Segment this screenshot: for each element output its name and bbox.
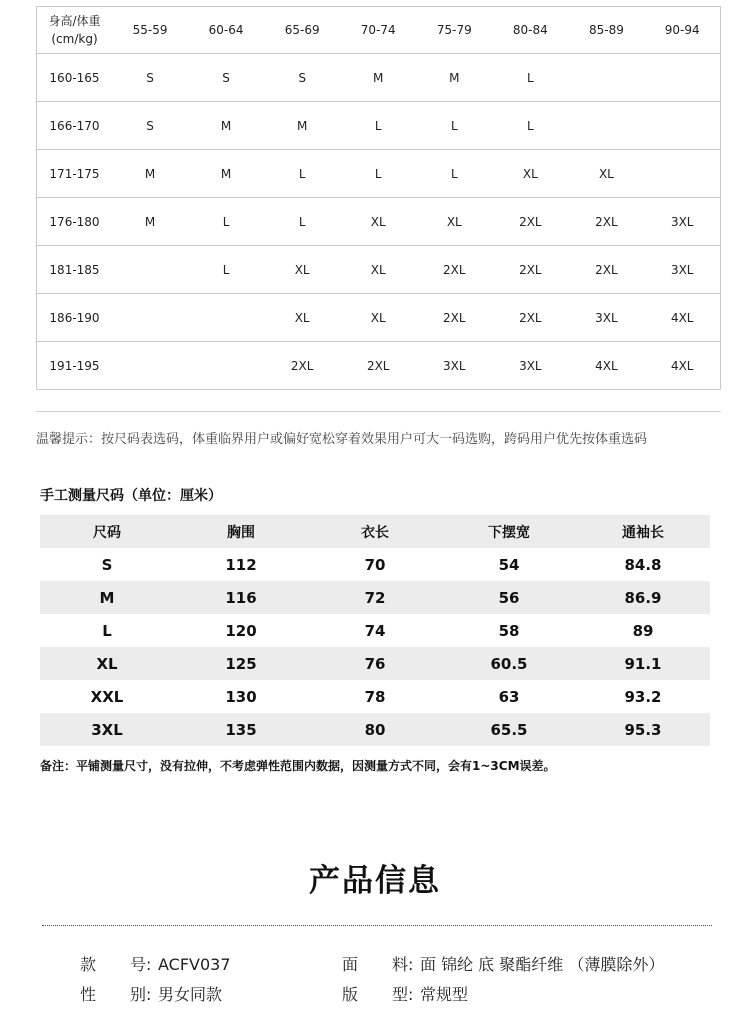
measurement-row: [40, 713, 710, 746]
measurement-cell: 65.5: [442, 713, 576, 746]
measurement-header-cell: 通袖长: [576, 515, 710, 548]
measurement-cell: 112: [225, 555, 257, 574]
section-divider: [36, 411, 721, 412]
size-cell: 3XL: [492, 342, 568, 390]
measurement-cell: 78: [364, 687, 386, 706]
measurement-header-cell: 下摆宽: [442, 515, 576, 548]
size-cell: S: [188, 54, 264, 102]
product-info-title: 产品信息: [309, 863, 441, 899]
measurement-row: [40, 581, 710, 614]
fabric-label-a: 面: [342, 955, 359, 974]
size-cell: M: [264, 102, 340, 150]
size-cell: M: [416, 54, 492, 102]
measurement-cell: 89: [632, 621, 654, 640]
measurement-cell: 116: [174, 581, 308, 614]
size-cell: L: [340, 150, 416, 198]
size-cell: M: [112, 150, 188, 198]
size-cell: L: [188, 246, 264, 294]
measurement-table: [40, 515, 710, 746]
measurement-note: 备注：平铺测量尺寸，没有拉伸，不考虑弹性范围内数据，因测量方式不同，会有1~3CM误差。: [40, 759, 556, 773]
height-range-cell: 181-185: [37, 246, 113, 294]
gender-label-b: 别:: [130, 985, 152, 1004]
measurement-cell: 72: [308, 581, 442, 614]
size-cell: L: [492, 54, 568, 102]
size-cell: XL: [264, 294, 340, 342]
measurement-cell: 91.1: [576, 647, 710, 680]
gender-row: [80, 982, 222, 1005]
size-recommendation-table: [36, 6, 721, 390]
size-cell: L: [416, 102, 492, 150]
fabric-value: 面 锦纶 底 聚酯纤维 （薄膜除外）: [420, 955, 665, 974]
size-cell: S: [112, 54, 188, 102]
weight-range-header: 65-69: [264, 7, 340, 54]
measurement-cell: 86.9: [576, 581, 710, 614]
measurement-cell: S: [101, 555, 113, 574]
fit-row: [342, 982, 468, 1005]
size-cell: XL: [340, 198, 416, 246]
fit-value: 常规型: [420, 985, 469, 1004]
size-table-corner-line2: (cm/kg): [51, 32, 98, 46]
size-table-row: [37, 246, 721, 294]
size-cell: 4XL: [644, 294, 720, 342]
size-cell: [188, 294, 264, 342]
measurement-cell: 74: [364, 621, 386, 640]
weight-range-header: 70-74: [340, 7, 416, 54]
style-number-row: [80, 952, 231, 975]
size-cell: [112, 246, 188, 294]
size-cell: 4XL: [644, 342, 720, 390]
size-cell: L: [264, 198, 340, 246]
size-cell: 2XL: [264, 342, 340, 390]
size-cell: L: [416, 150, 492, 198]
measurement-cell: 76: [308, 647, 442, 680]
measurement-cell: 95.3: [576, 713, 710, 746]
style-number-value: ACFV037: [158, 955, 231, 974]
size-cell: XL: [416, 198, 492, 246]
size-table-row: [37, 294, 721, 342]
size-cell: L: [340, 102, 416, 150]
measurement-cell: 56: [442, 581, 576, 614]
fit-label-b: 型:: [392, 985, 414, 1004]
size-cell: 2XL: [416, 294, 492, 342]
size-table-header-row: [37, 7, 721, 54]
measurement-cell: 135: [174, 713, 308, 746]
size-cell: M: [188, 150, 264, 198]
measurement-cell: 130: [225, 687, 257, 706]
size-cell: M: [340, 54, 416, 102]
fit-label-a: 版: [342, 985, 359, 1004]
size-cell: 3XL: [644, 246, 720, 294]
height-range-cell: 191-195: [37, 342, 113, 390]
size-table-row: [37, 150, 721, 198]
size-cell: XL: [264, 246, 340, 294]
size-cell: L: [492, 102, 568, 150]
size-cell: XL: [340, 246, 416, 294]
size-cell: 2XL: [568, 246, 644, 294]
size-cell: M: [112, 198, 188, 246]
size-cell: 2XL: [492, 198, 568, 246]
height-range-cell: 160-165: [37, 54, 113, 102]
size-cell: S: [112, 102, 188, 150]
size-table-corner-header: [37, 7, 113, 54]
size-cell: 3XL: [568, 294, 644, 342]
size-table-corner-line1: 身高/体重: [48, 14, 101, 28]
size-cell: 2XL: [340, 342, 416, 390]
measurement-cell: 84.8: [624, 555, 662, 574]
weight-range-header: 85-89: [568, 7, 644, 54]
weight-range-header: 55-59: [112, 7, 188, 54]
measurement-cell: XL: [40, 647, 174, 680]
size-cell: XL: [492, 150, 568, 198]
measurement-row: [40, 680, 710, 713]
weight-range-header: 75-79: [416, 7, 492, 54]
size-cell: M: [188, 102, 264, 150]
size-table-row: [37, 198, 721, 246]
measurement-row: [40, 614, 710, 647]
size-cell: 2XL: [416, 246, 492, 294]
measurement-cell: 120: [225, 621, 257, 640]
measurement-cell: 93.2: [624, 687, 662, 706]
height-range-cell: 166-170: [37, 102, 113, 150]
size-cell: 2XL: [492, 294, 568, 342]
size-cell: 3XL: [416, 342, 492, 390]
size-cell: [188, 342, 264, 390]
measurement-cell: 125: [174, 647, 308, 680]
size-cell: [112, 342, 188, 390]
size-cell: [568, 102, 644, 150]
measurement-header-row: [40, 515, 710, 548]
measurement-cell: XXL: [90, 687, 124, 706]
size-cell: 3XL: [644, 198, 720, 246]
measurement-cell: 63: [498, 687, 520, 706]
style-label-b: 号:: [130, 955, 152, 974]
measurement-title: 手工测量尺码（单位：厘米）: [40, 488, 222, 504]
measurement-row: [40, 647, 710, 680]
measurement-cell: M: [40, 581, 174, 614]
size-table-row: [37, 342, 721, 390]
measurement-cell: L: [102, 621, 112, 640]
fabric-row: [342, 952, 664, 975]
weight-range-header: 90-94: [644, 7, 720, 54]
gender-value: 男女同款: [158, 985, 223, 1004]
size-tip-text: 温馨提示：按尺码表选码，体重临界用户或偏好宽松穿着效果用户可大一码选购，跨码用户优先按体重选码: [36, 432, 648, 447]
size-table-row: [37, 102, 721, 150]
measurement-cell: 58: [498, 621, 520, 640]
size-cell: [568, 54, 644, 102]
height-range-cell: 171-175: [37, 150, 113, 198]
size-cell: [644, 102, 720, 150]
measurement-cell: 3XL: [40, 713, 174, 746]
size-cell: [644, 54, 720, 102]
size-table-row: [37, 54, 721, 102]
measurement-cell: 70: [364, 555, 386, 574]
measurement-cell: 54: [498, 555, 520, 574]
weight-range-header: 80-84: [492, 7, 568, 54]
size-cell: [112, 294, 188, 342]
measurement-cell: 60.5: [442, 647, 576, 680]
style-label-a: 款: [80, 955, 97, 974]
measurement-header-cell: 衣长: [308, 515, 442, 548]
gender-label-a: 性: [80, 985, 97, 1004]
measurement-cell: 80: [308, 713, 442, 746]
size-cell: [644, 150, 720, 198]
measurement-header-cell: 胸围: [174, 515, 308, 548]
fabric-label-b: 料:: [392, 955, 414, 974]
size-cell: 2XL: [568, 198, 644, 246]
dotted-divider: [42, 925, 712, 926]
size-cell: 4XL: [568, 342, 644, 390]
size-cell: L: [188, 198, 264, 246]
height-range-cell: 186-190: [37, 294, 113, 342]
size-cell: 2XL: [492, 246, 568, 294]
measurement-row: [40, 548, 710, 581]
weight-range-header: 60-64: [188, 7, 264, 54]
height-range-cell: 176-180: [37, 198, 113, 246]
size-cell: S: [264, 54, 340, 102]
size-cell: L: [264, 150, 340, 198]
size-cell: XL: [568, 150, 644, 198]
measurement-header-cell: 尺码: [40, 515, 174, 548]
size-cell: XL: [340, 294, 416, 342]
